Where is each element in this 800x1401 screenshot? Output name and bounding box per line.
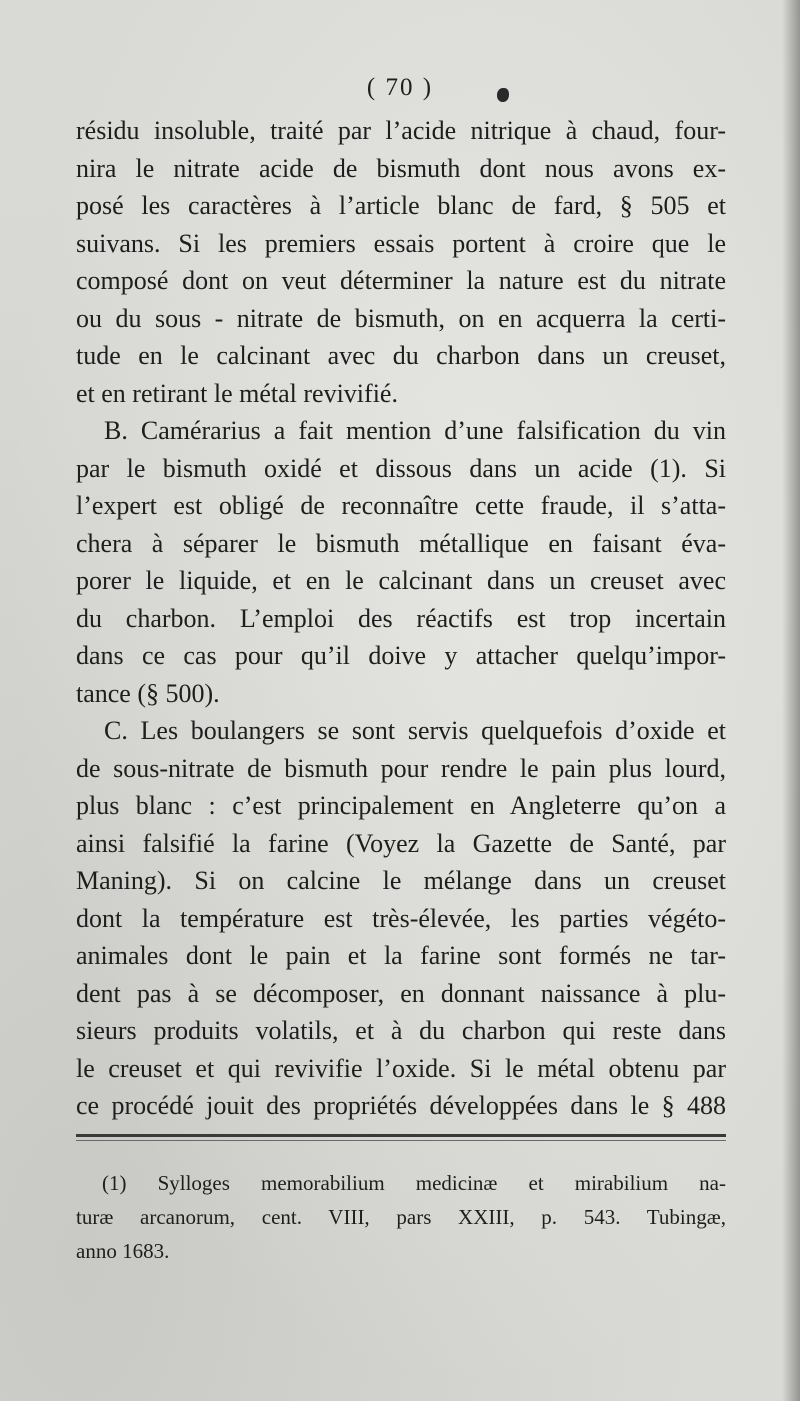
footnote: [76, 1166, 726, 1268]
text-line: et en retirant le métal revivifié.: [76, 378, 398, 408]
text-line: Maning). Si on calcine le mélange dans un creuset: [76, 866, 726, 895]
text-line: le creuset et qui revivifie l’oxide. Si le métal obtenu par: [76, 1053, 726, 1083]
text-line: résidu insoluble, traité par l’acide nitrique à chaud, four-: [76, 116, 726, 145]
text-line: par le bismuth oxidé et dissous dans un acide (1). Si: [76, 453, 726, 483]
text-line: porer le liquide, et en le calcinant dans un creuset avec: [76, 566, 726, 595]
text-line: ainsi falsifié la farine (Voyez la Gazette de Santé, par: [76, 828, 726, 858]
body-text: [76, 112, 726, 1125]
footnote-divider: [76, 1134, 726, 1137]
text-line: dans ce cas pour qu’il doive y attacher quelqu’impor-: [76, 641, 726, 670]
ink-smudge: [497, 88, 509, 102]
text-line: dont la température est très-élevée, les parties végéto-: [76, 903, 726, 933]
text-line: ou du sous - nitrate de bismuth, on en acquerra la certi-: [76, 303, 726, 333]
paragraph-b-start: B. Camérarius a fait mention d’une falsification du vin: [104, 416, 726, 445]
page-edge-shadow: [782, 0, 800, 1401]
footnote-line: anno 1683.: [76, 1239, 170, 1263]
text-line: tance (§ 500).: [76, 678, 220, 708]
text-line: ce procédé jouit des propriétés développées dans le § 488: [76, 1091, 726, 1120]
text-line: du charbon. L’emploi des réactifs est trop incertain: [76, 603, 726, 633]
page-number: ( 70 ): [366, 74, 434, 101]
text-line: chera à séparer le bismuth métallique en faisant éva-: [76, 528, 726, 558]
text-line: dent pas à se décomposer, en donnant naissance à plu-: [76, 978, 726, 1008]
paragraph-c-start: C. Les boulangers se sont servis quelquefois d’oxide et: [104, 716, 726, 745]
text-line: suivans. Si les premiers essais portent à croire que le: [76, 228, 726, 258]
text-line: nira le nitrate acide de bismuth dont nous avons ex-: [76, 153, 726, 183]
text-line: plus blanc : c’est principalement en Angleterre qu’on a: [76, 791, 726, 820]
text-line: sieurs produits volatils, et à du charbon qui reste dans: [76, 1016, 726, 1045]
text-line: tude en le calcinant avec du charbon dans un creuset,: [76, 341, 726, 370]
footnote-divider-thin: [76, 1140, 726, 1141]
footnote-line: (1) Sylloges memorabilium medicinæ et mirabilium na-: [102, 1171, 726, 1195]
text-line: animales dont le pain et la farine sont formés ne tar-: [76, 941, 726, 970]
footnote-line: turæ arcanorum, cent. VIII, pars XXIII, p. 543. Tubingæ,: [76, 1205, 726, 1229]
text-line: composé dont on veut déterminer la nature est du nitrate: [76, 266, 726, 295]
text-line: de sous-nitrate de bismuth pour rendre le pain plus lourd,: [76, 753, 726, 783]
text-line: l’expert est obligé de reconnaître cette fraude, il s’atta-: [76, 491, 726, 520]
text-line: posé les caractères à l’article blanc de fard, § 505 et: [76, 191, 726, 220]
